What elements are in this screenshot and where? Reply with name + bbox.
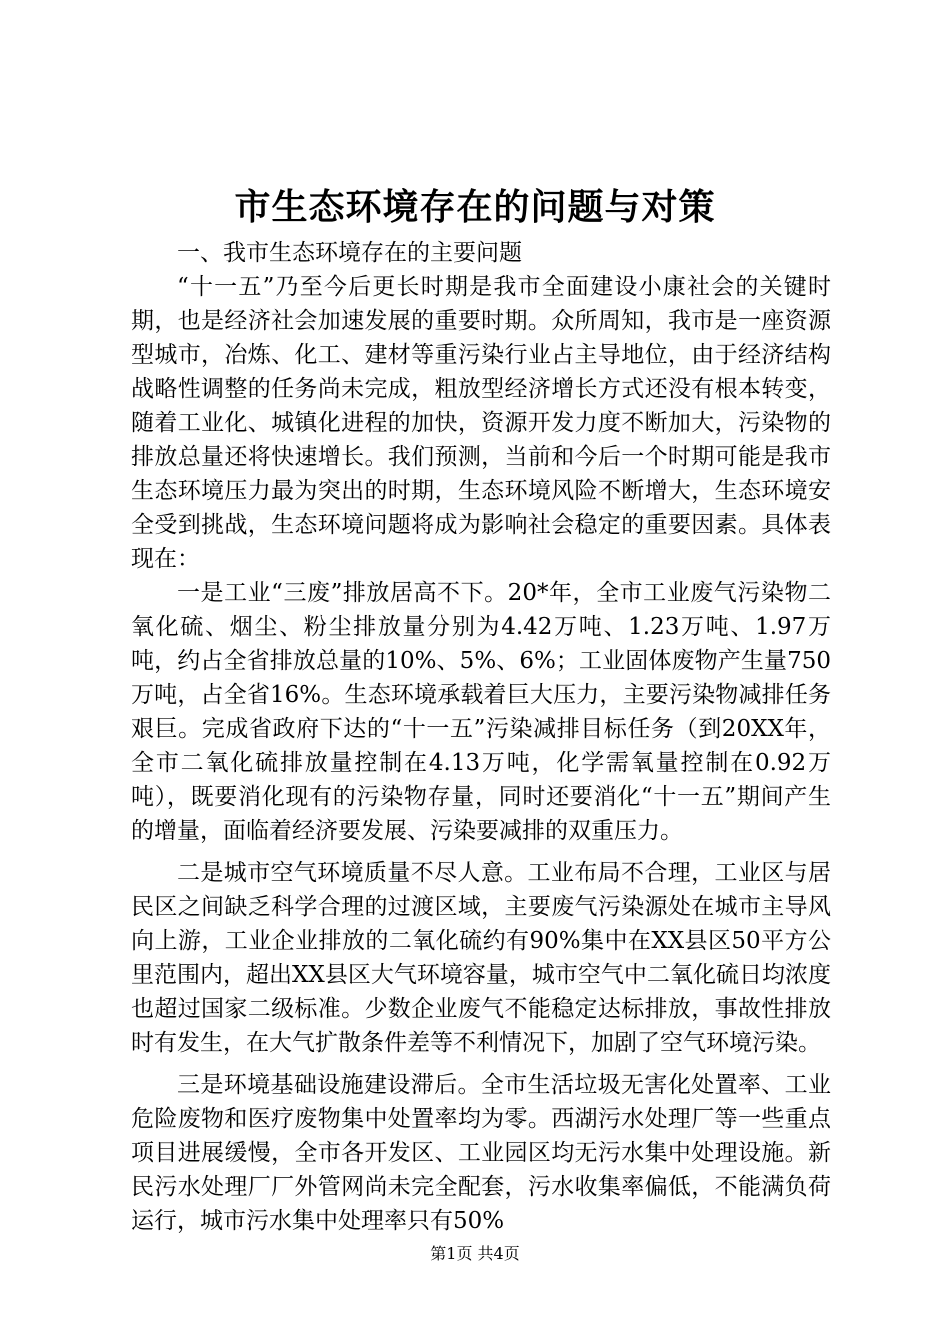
paragraph-industrial-waste: 一是工业“三废”排放居高不下。20*年，全市工业废气污染物二氧化硫、烟尘、粉尘排放量分别为4.42万吨、1.23万吨、1.97万吨，约占全省排放总量的10%、5%、6%；工业固体废物产生量750万吨，占全省16%。生态环境承载着巨大压力，主要污染物减排任务艰巨。完成省政府下达的“十一五”污染减排目标任务（到20XX年，全市二氧化硫排放量控制在4.13万吨，化学需氧量控制在0.92万吨），既要消化现有的污染物存量，同时还要消化“十一五”期间产生的增量，面临着经济要发展、污染要减排的双重压力。 (131, 580, 831, 844)
section-heading: 一、我市生态环境存在的主要问题 (177, 240, 522, 266)
document-title: 市生态环境存在的问题与对策 (234, 186, 716, 228)
paragraph-infrastructure: 三是环境基础设施建设滞后。全市生活垃圾无害化处置率、工业危险废物和医疗废物集中处置率均为零。西湖污水处理厂等一些重点项目进展缓慢，全市各开发区、工业园区均无污水集中处理设施。新民污水处理厂厂外管网尚未完全配套，污水收集率偏低，不能满负荷运行，城市污水集中处理率只有50% (131, 1072, 831, 1234)
page-footer: 第1页 共4页 (430, 1244, 520, 1263)
paragraph-air-quality: 二是城市空气环境质量不尽人意。工业布局不合理，工业区与居民区之间缺乏科学合理的过渡区域，主要废气污染源处在城市主导风向上游，工业企业排放的二氧化硫约有90%集中在XX县区50平方公里范围内，超出XX县区大气环境容量，城市空气中二氧化硫日均浓度也超过国家二级标准。少数企业废气不能稳定达标排放，事故性排放时有发生，在大气扩散条件差等不利情况下，加剧了空气环境污染。 (131, 860, 831, 1056)
document-body (131, 236, 831, 1238)
paragraph-intro: “十一五”乃至今后更长时期是我市全面建设小康社会的关键时期，也是经济社会加速发展的重要时期。众所周知，我市是一座资源型城市，冶炼、化工、建材等重污染行业占主导地位，由于经济结构战略性调整的任务尚未完成，粗放型经济增长方式还没有根本转变，随着工业化、城镇化进程的加快，资源开发力度不断加大，污染物的排放总量还将快速增长。我们预测，当前和今后一个时期可能是我市生态环境压力最为突出的时期，生态环境风险不断增大，生态环境安全受到挑战，生态环境问题将成为影响社会稳定的重要因素。具体表现在： (131, 274, 831, 572)
